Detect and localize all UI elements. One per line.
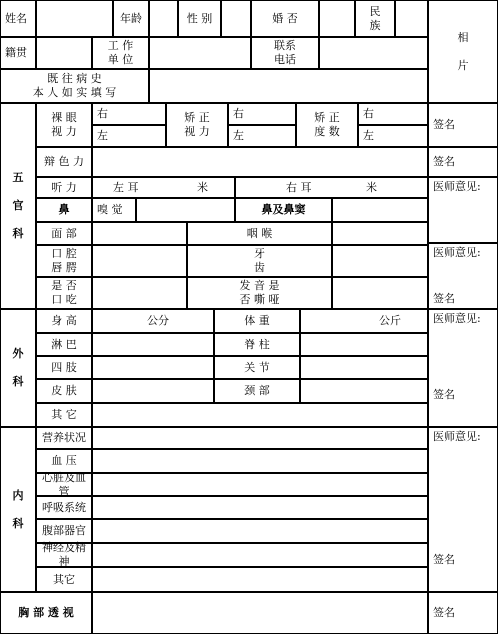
chest-signature[interactable]: 签名	[428, 592, 498, 634]
weight-label: 体 重	[214, 309, 300, 333]
marital-field[interactable]	[319, 0, 355, 37]
section-internal: 内 科	[0, 427, 36, 592]
gender-field[interactable]	[221, 0, 251, 37]
nose-label: 鼻	[36, 198, 92, 222]
height-label: 身 高	[36, 309, 92, 333]
height-field[interactable]	[92, 309, 214, 333]
neuro-label: 神经及精神	[36, 543, 92, 567]
skin-label: 皮 肤	[36, 379, 92, 403]
left-ear-label: 左 耳	[113, 180, 139, 194]
weight-unit: 公斤	[379, 314, 401, 327]
heart-label: 心脏及血管	[36, 473, 92, 496]
ethnicity-label: 民 族	[355, 0, 395, 37]
name-label: 姓名	[0, 0, 36, 37]
right-ear-label: 右 耳	[286, 180, 312, 194]
neuro-field[interactable]	[92, 543, 428, 567]
corrected-degree-right[interactable]: 右	[358, 103, 428, 125]
naked-vision-left[interactable]: 左	[92, 125, 166, 147]
abdomen-label: 腹部器官	[36, 519, 92, 543]
lymph-label: 淋 巴	[36, 333, 92, 356]
hearing-label: 听 力	[36, 177, 92, 198]
face-label: 面 部	[36, 222, 92, 245]
naked-vision-right[interactable]: 右	[92, 103, 166, 125]
ent-doctor-opinion[interactable]: 医师意见:	[428, 177, 498, 243]
medical-history-label: 既 往 病 史 本 人 如 实 填 写	[0, 69, 149, 103]
nutrition-label: 营养状况	[36, 427, 92, 449]
nutrition-field[interactable]	[92, 427, 428, 449]
surgery-other-field[interactable]	[92, 403, 428, 427]
phone-label: 联系 电话	[251, 37, 319, 69]
smell-label: 嗅 觉	[92, 198, 136, 222]
respiratory-label: 呼吸系统	[36, 496, 92, 519]
surgery-signature: 签名	[433, 388, 455, 401]
respiratory-field[interactable]	[92, 496, 428, 519]
teeth-field[interactable]	[332, 245, 428, 277]
joints-label: 关 节	[214, 356, 300, 379]
right-ear-unit: 米	[366, 180, 377, 194]
work-unit-label: 工 作 单 位	[92, 37, 149, 69]
internal-other-label: 其它	[36, 567, 92, 592]
neck-label: 颈 部	[214, 379, 300, 403]
spine-field[interactable]	[300, 333, 428, 356]
section-five-senses: 五 官 科	[0, 103, 36, 309]
age-field[interactable]	[149, 0, 178, 37]
internal-other-field[interactable]	[92, 567, 428, 592]
voice-label: 发 音 是 否 嘶 哑	[187, 277, 332, 309]
gender-label: 性 别	[178, 0, 221, 37]
section-surgery: 外 科	[0, 309, 36, 427]
age-label: 年龄	[113, 0, 149, 37]
stutter-field[interactable]	[92, 277, 187, 309]
throat-field[interactable]	[332, 222, 428, 245]
color-vision-field[interactable]	[92, 147, 428, 177]
skin-field[interactable]	[92, 379, 214, 403]
phone-field[interactable]	[319, 37, 428, 69]
corrected-vision-right[interactable]: 右	[228, 103, 296, 125]
teeth-label: 牙 齿	[187, 245, 332, 277]
marital-label: 婚 否	[251, 0, 319, 37]
vision-signature[interactable]: 签名	[428, 103, 498, 147]
surgery-doctor-opinion-label: 医师意见:	[433, 312, 481, 325]
neck-field[interactable]	[300, 379, 428, 403]
corrected-vision-label: 矫 正 视 力	[166, 103, 228, 147]
sinus-label: 鼻及鼻窦	[235, 198, 332, 222]
internal-doctor-opinion[interactable]	[428, 427, 498, 592]
limbs-label: 四 肢	[36, 356, 92, 379]
voice-field[interactable]	[332, 277, 428, 309]
face-field[interactable]	[92, 222, 187, 245]
abdomen-field[interactable]	[92, 519, 428, 543]
limbs-field[interactable]	[92, 356, 214, 379]
ethnicity-field[interactable]	[395, 0, 428, 37]
heart-field[interactable]	[92, 473, 428, 496]
photo-box: 相 片	[428, 0, 498, 103]
chest-xray-label: 胸 部 透 视	[0, 592, 92, 634]
sinus-field[interactable]	[332, 198, 428, 222]
surgery-doctor-opinion[interactable]	[428, 309, 498, 427]
work-unit-field[interactable]	[149, 37, 251, 69]
internal-doctor-opinion-label: 医师意见:	[433, 430, 481, 443]
native-place-field[interactable]	[36, 37, 92, 69]
mouth-label: 口 腔 唇 腭	[36, 245, 92, 277]
color-vision-label: 辩 色 力	[36, 147, 92, 177]
weight-field[interactable]	[300, 309, 428, 333]
blood-pressure-label: 血 压	[36, 449, 92, 473]
medical-history-field[interactable]	[149, 69, 428, 103]
height-unit: 公分	[147, 314, 169, 327]
internal-signature: 签名	[433, 553, 455, 566]
surgery-other-label: 其 它	[36, 403, 92, 427]
stutter-label: 是 否 口 吃	[36, 277, 92, 309]
corrected-degree-left[interactable]: 左	[358, 125, 428, 147]
corrected-degree-label: 矫 正 度 数	[296, 103, 358, 147]
mouth-signature[interactable]: 签名	[428, 289, 498, 309]
chest-xray-field[interactable]	[92, 592, 428, 634]
spine-label: 脊 柱	[214, 333, 300, 356]
lymph-field[interactable]	[92, 333, 214, 356]
throat-label: 咽 喉	[187, 222, 332, 245]
joints-field[interactable]	[300, 356, 428, 379]
left-ear-field[interactable]	[92, 177, 235, 198]
mouth-doctor-opinion-label: 医师意见:	[433, 246, 481, 259]
name-field[interactable]	[36, 0, 113, 37]
color-vision-signature[interactable]: 签名	[428, 147, 498, 177]
smell-field[interactable]	[136, 198, 235, 222]
left-ear-unit: 米	[197, 180, 208, 194]
right-ear-field[interactable]	[235, 177, 428, 198]
native-place-label: 籍贯	[0, 37, 36, 69]
naked-vision-label: 裸 眼 视 力	[36, 103, 92, 147]
mouth-field[interactable]	[92, 245, 187, 277]
corrected-vision-left[interactable]: 左	[228, 125, 296, 147]
blood-pressure-field[interactable]	[92, 449, 428, 473]
